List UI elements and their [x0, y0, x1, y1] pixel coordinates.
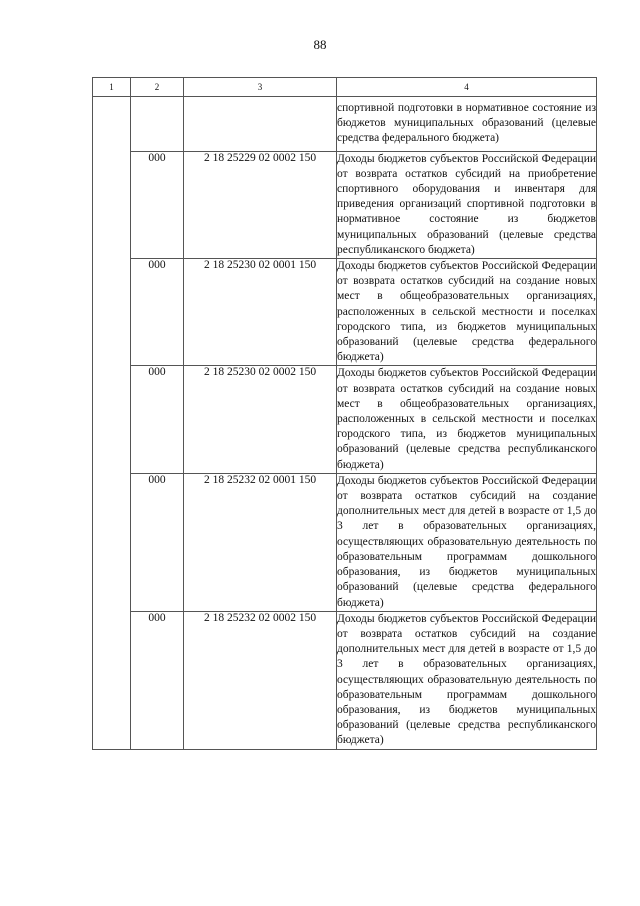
description-cell: Доходы бюджетов субъектов Российской Федерации от возврата остатков субсидий на создание дополнительных мест для детей в возрасте от 1,5 до 3 лет в образовательных организациях, осуществляющих образовательную деятельность по образовательным программам дошкольного образования, из бюджетов муниципальных образований (целевые средства федерального бюджета) — [337, 473, 597, 611]
table-row — [93, 366, 597, 473]
kbk-code-cell: 2 18 25232 02 0001 150 — [184, 473, 337, 611]
kbk-code-cell — [184, 97, 337, 152]
admin-code-cell: 000 — [131, 366, 184, 473]
kbk-code-cell: 2 18 25230 02 0001 150 — [184, 259, 337, 366]
revenue-codes-table — [92, 77, 597, 750]
table-row — [93, 259, 597, 366]
admin-code-cell: 000 — [131, 151, 184, 258]
kbk-code-cell: 2 18 25230 02 0002 150 — [184, 366, 337, 473]
table-row — [93, 473, 597, 611]
table-row — [93, 151, 597, 258]
admin-code-cell: 000 — [131, 473, 184, 611]
column-header-4: 4 — [337, 78, 597, 97]
admin-code-cell — [131, 97, 184, 152]
column-number-row — [93, 78, 597, 97]
table-row — [93, 611, 597, 749]
table-row — [93, 97, 597, 152]
admin-code-cell: 000 — [131, 611, 184, 749]
description-cell: Доходы бюджетов субъектов Российской Федерации от возврата остатков субсидий на создание новых мест в общеобразовательных организациях, расположенных в сельской местности и поселках городского типа, из бюджетов муниципальных образований (целевые средства республиканского бюджета) — [337, 366, 597, 473]
section-cell — [93, 97, 131, 750]
description-cell: Доходы бюджетов субъектов Российской Федерации от возврата остатков субсидий на создание новых мест в общеобразовательных организациях, расположенных в сельской местности и поселках городского типа, из бюджетов муниципальных образований (целевые средства федерального бюджета) — [337, 259, 597, 366]
description-cell: Доходы бюджетов субъектов Российской Федерации от возврата остатков субсидий на создание дополнительных мест для детей в возрасте от 1,5 до 3 лет в образовательных организациях, осуществляющих образовательную деятельность по образовательным программам дошкольного образования, из бюджетов муниципальных образований (целевые средства республиканского бюджета) — [337, 611, 597, 749]
column-header-3: 3 — [184, 78, 337, 97]
description-cell: Доходы бюджетов субъектов Российской Федерации от возврата остатков субсидий на приобретение спортивного оборудования и инвентаря для приведения организаций спортивной подготовки в нормативное состояние из бюджетов муниципальных образований (целевые средства республиканского бюджета) — [337, 151, 597, 258]
kbk-code-cell: 2 18 25232 02 0002 150 — [184, 611, 337, 749]
column-header-1: 1 — [93, 78, 131, 97]
page-number: 88 — [313, 37, 327, 52]
admin-code-cell: 000 — [131, 259, 184, 366]
column-header-2: 2 — [131, 78, 184, 97]
kbk-code-cell: 2 18 25229 02 0002 150 — [184, 151, 337, 258]
description-cell: спортивной подготовки в нормативное состояние из бюджетов муниципальных образований (целевые средства федерального бюджета) — [337, 97, 597, 152]
